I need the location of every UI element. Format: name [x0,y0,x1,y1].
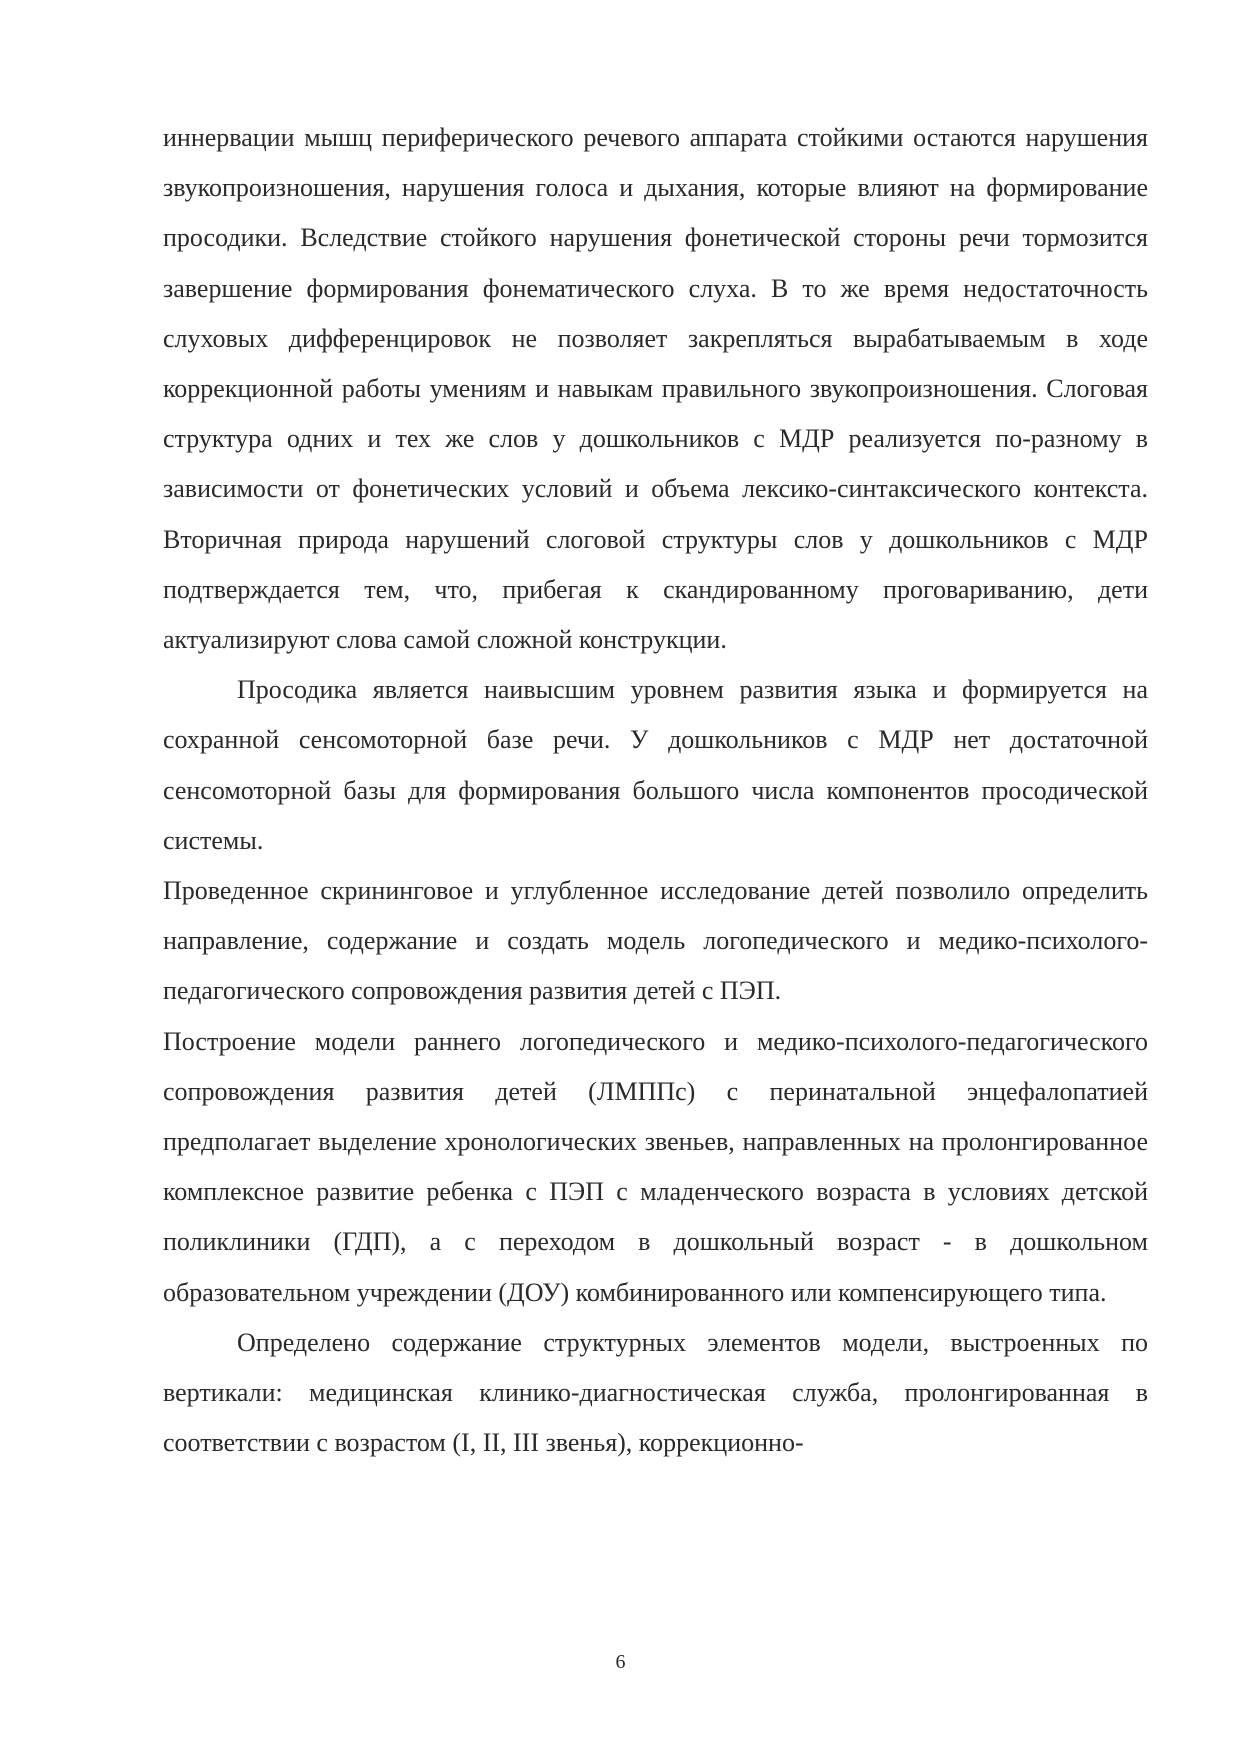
paragraph-prosody: Просодика является наивысшим уровнем развития языка и формируется на сохранной сенсомоторной базе речи. У дошкольников с МДР нет достаточной сенсомоторной базы для формирования большого числа компонентов просодической системы. [163,675,1148,855]
body-text [163,113,1148,1468]
paragraph-continuation: иннервации мышц периферического речевого аппарата стойкими остаются нарушения звукопроизношения, нарушения голоса и дыхания, которые влияют на формирование просодики. Вследствие стойкого нарушения фонетической стороны речи тормозится завершение формирования фонематического слуха. В то же время недостаточность слуховых дифференцировок не позволяет закрепляться вырабатываемым в ходе коррекционной работы умениям и навыкам правильного звукопроизношения. Слоговая структура одних и тех же слов у дошкольников с МДР реализуется по-разному в зависимости от фонетических условий и объема лексико-синтаксического контекста. Вторичная природа нарушений слоговой структуры слов у дошкольников с МДР подтверждается тем, что, прибегая к скандированному проговариванию, дети актуализируют слова самой сложной конструкции. [163,123,1148,655]
paragraph-model-construction: Построение модели раннего логопедического и медико-психолого-педагогического сопровождения развития детей (ЛМППс) с перинатальной энцефалопатией предполагает выделение хронологических звеньев, направленных на пролонгированное комплексное развитие ребенка с ПЭП с младенческого возраста в условиях детской поликлиники (ГДП), а с переходом в дошкольный возраст - в дошкольном образовательном учреждении (ДОУ) комбинированного или компенсирующего типа. [163,1026,1148,1307]
page-number: 6 [615,1651,626,1673]
paragraph-screening: Проведенное скрининговое и углубленное исследование детей позволило определить направление, содержание и создать модель логопедического и медико-психолого-педагогического сопровождения развития детей с ПЭП. [163,876,1148,1006]
paragraph-model-elements: Определено содержание структурных элементов модели, выстроенных по вертикали: медицинская клинико-диагностическая служба, пролонгированная в соответствии с возрастом (I, II, III звенья), коррекционно- [163,1327,1148,1458]
